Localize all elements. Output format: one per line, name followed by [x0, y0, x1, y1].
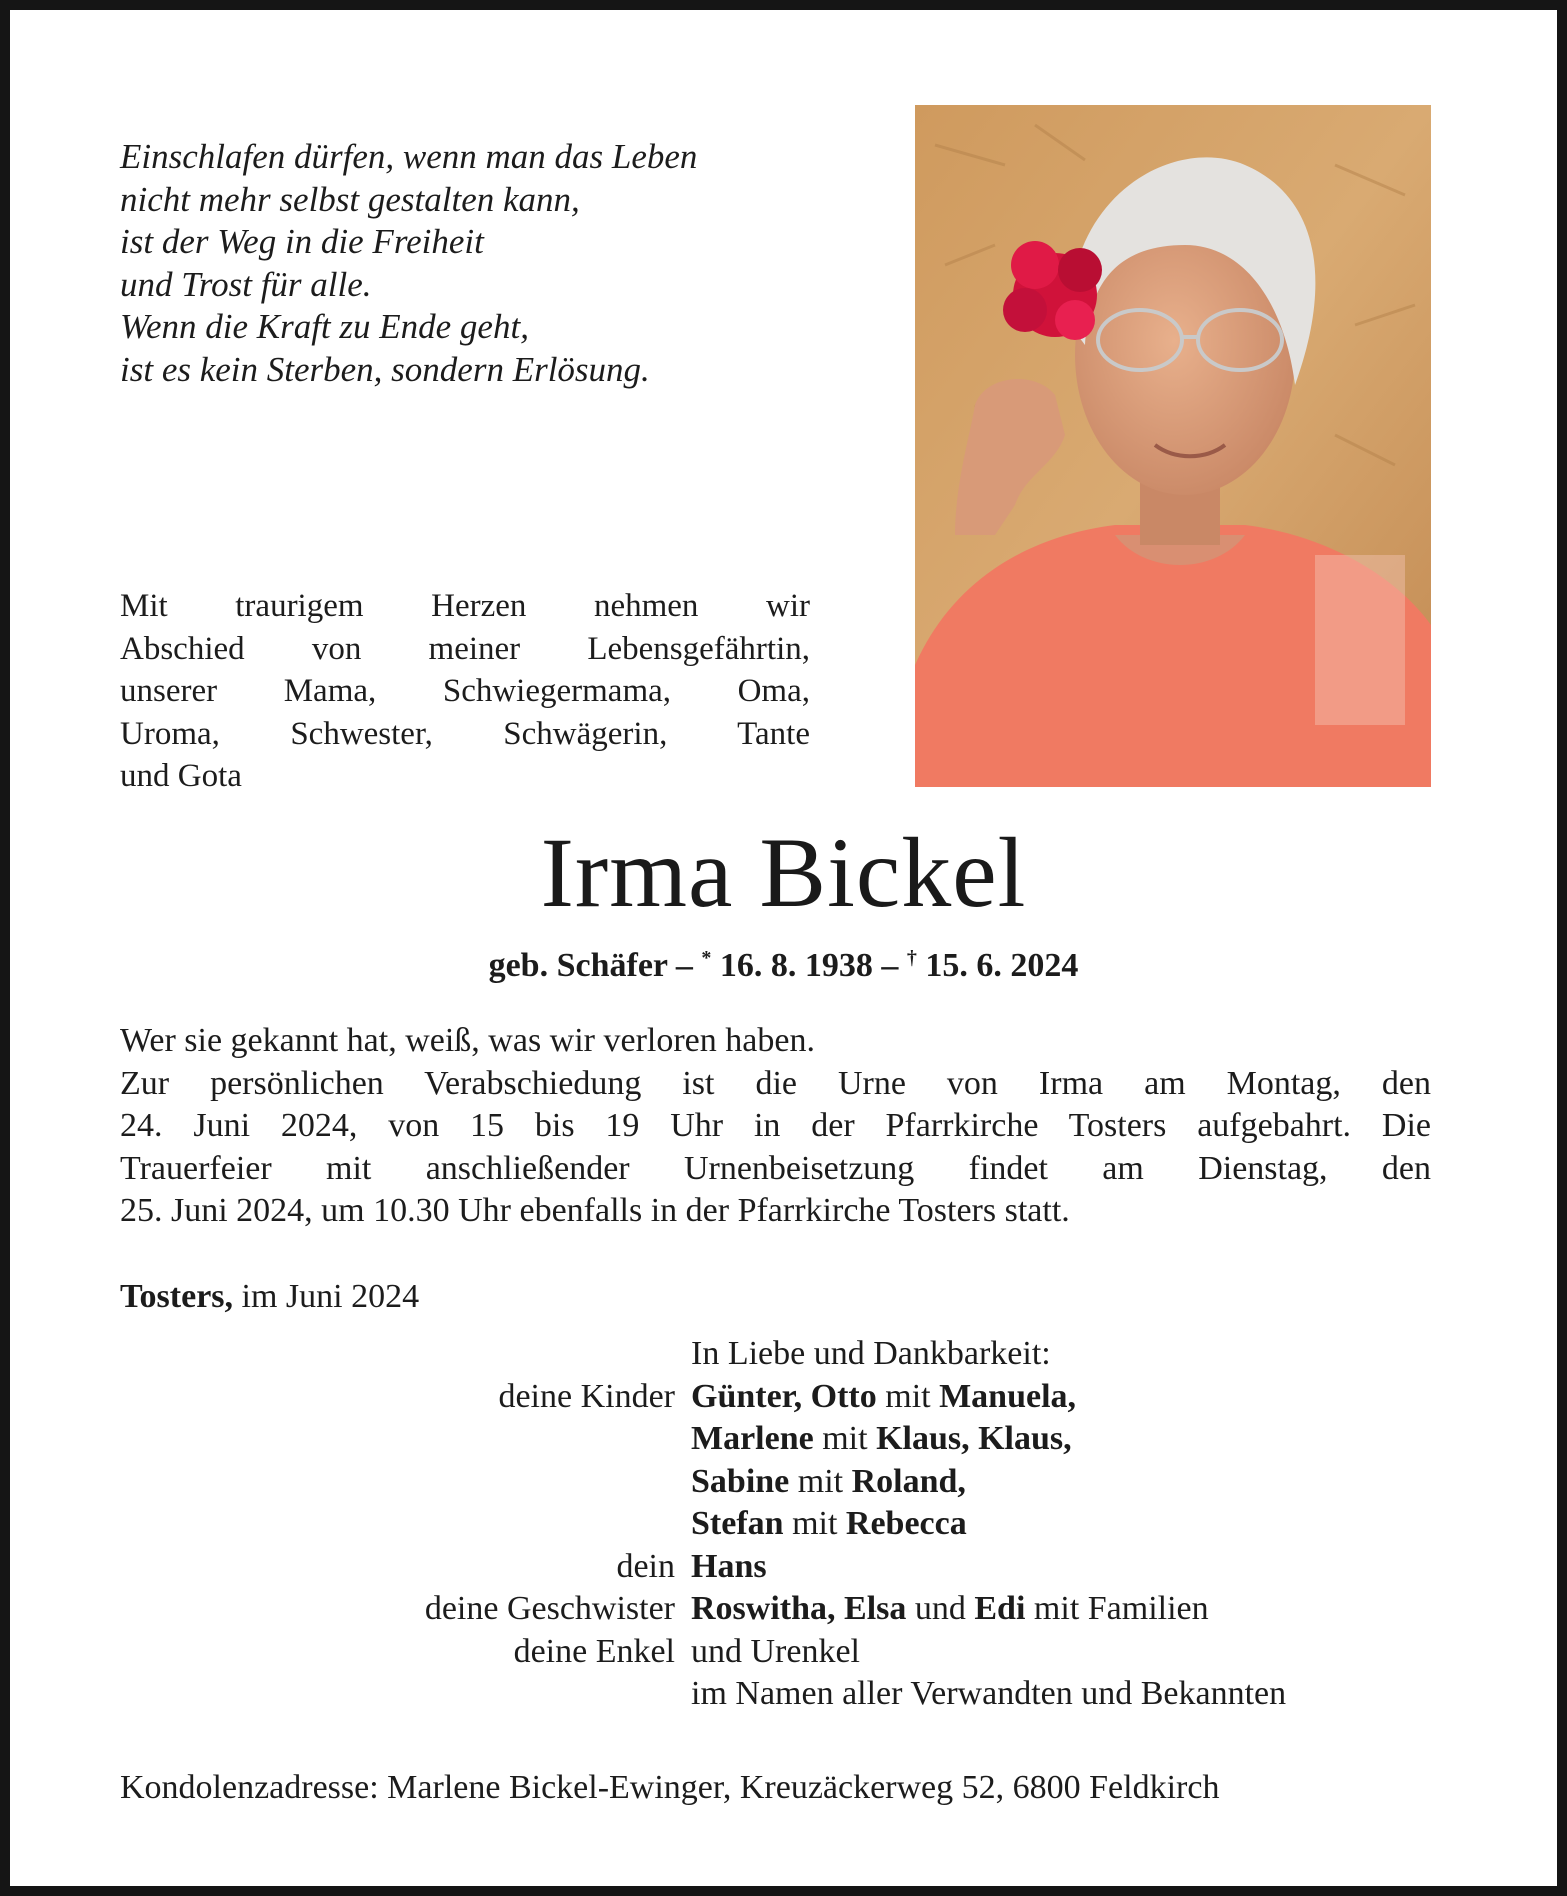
intro-line: unserer Mama, Schwiegermama, Oma,	[120, 673, 810, 709]
place-month: im Juni 2024	[241, 1278, 420, 1315]
body-line: Trauerfeier mit anschließender Urnenbeisetzung findet am Dienstag, den	[120, 1149, 1431, 1187]
signature-header: In Liebe und Dankbarkeit:	[691, 1335, 1051, 1372]
life-dates	[0, 938, 1567, 986]
condolence-address: Kondolenzadresse: Marlene Bickel-Ewinger, Kreuzäckerweg 52, 6800 Feldkirch	[120, 1769, 1220, 1806]
grandchildren-label: deine Enkel	[513, 1632, 675, 1670]
portrait-photo	[915, 105, 1431, 787]
grandchildren-line: und Urenkel	[691, 1632, 861, 1670]
ceremony-text	[120, 1020, 1431, 1233]
closing-line: im Namen aller Verwandten und Bekannten	[691, 1675, 1287, 1712]
intro-text	[120, 585, 810, 798]
siblings-label: deine Geschwister	[424, 1590, 675, 1627]
maiden-name: geb. Schäfer	[488, 947, 668, 984]
body-line: Zur persönlichen Verabschiedung ist die Urne von Irma am Montag, den	[120, 1064, 1431, 1102]
death-date: 15. 6. 2024	[925, 947, 1079, 984]
intro-line: Abschied von meiner Lebensgefährtin,	[120, 630, 810, 667]
body-line: Wer sie gekannt hat, weiß, was wir verloren haben.	[120, 1022, 815, 1059]
poem-line: Einschlafen dürfen, wenn man das Leben	[120, 137, 698, 176]
children-line: Günter, Otto mit Manuela,	[691, 1377, 1077, 1415]
children-line: Marlene mit Klaus, Klaus,	[691, 1420, 1072, 1457]
poem-line: nicht mehr selbst gestalten kann,	[120, 179, 580, 219]
deceased-name: Irma Bickel	[540, 817, 1027, 928]
place-date	[120, 1276, 419, 1318]
intro-line: Mit traurigem Herzen nehmen wir	[120, 588, 810, 624]
poem-line: und Trost für alle.	[120, 264, 372, 304]
siblings-line: Roswitha, Elsa und Edi mit Familien	[691, 1590, 1209, 1627]
children-line: Stefan mit Rebecca	[691, 1505, 967, 1542]
flower-icon	[1003, 241, 1102, 340]
poem	[120, 136, 840, 391]
mourners-list	[120, 1333, 1431, 1716]
partner-name: Hans	[691, 1547, 767, 1585]
intro-line: und Gota	[120, 758, 242, 794]
death-symbol: †	[906, 947, 917, 969]
intro-line: Uroma, Schwester, Schwägerin, Tante	[120, 715, 810, 752]
birth-symbol: *	[701, 947, 712, 969]
separator: –	[675, 947, 693, 984]
poem-line: ist es kein Sterben, sondern Erlösung.	[120, 349, 650, 389]
body-line: 25. Juni 2024, um 10.30 Uhr ebenfalls in der Pfarrkirche Tosters statt.	[120, 1192, 1070, 1229]
body-line: 24. Juni 2024, von 15 bis 19 Uhr in der Pfarrkirche Tosters aufgebahrt. Die	[120, 1107, 1431, 1144]
partner-label: dein	[616, 1547, 675, 1585]
portrait-illustration	[915, 105, 1431, 787]
birth-date: 16. 8. 1938	[719, 947, 873, 984]
poem-line: ist der Weg in die Freiheit	[120, 222, 484, 261]
place-town: Tosters,	[120, 1278, 234, 1315]
separator: –	[881, 947, 899, 984]
children-label: deine Kinder	[498, 1377, 675, 1415]
poem-line: Wenn die Kraft zu Ende geht,	[120, 307, 529, 346]
children-line: Sabine mit Roland,	[691, 1462, 966, 1500]
